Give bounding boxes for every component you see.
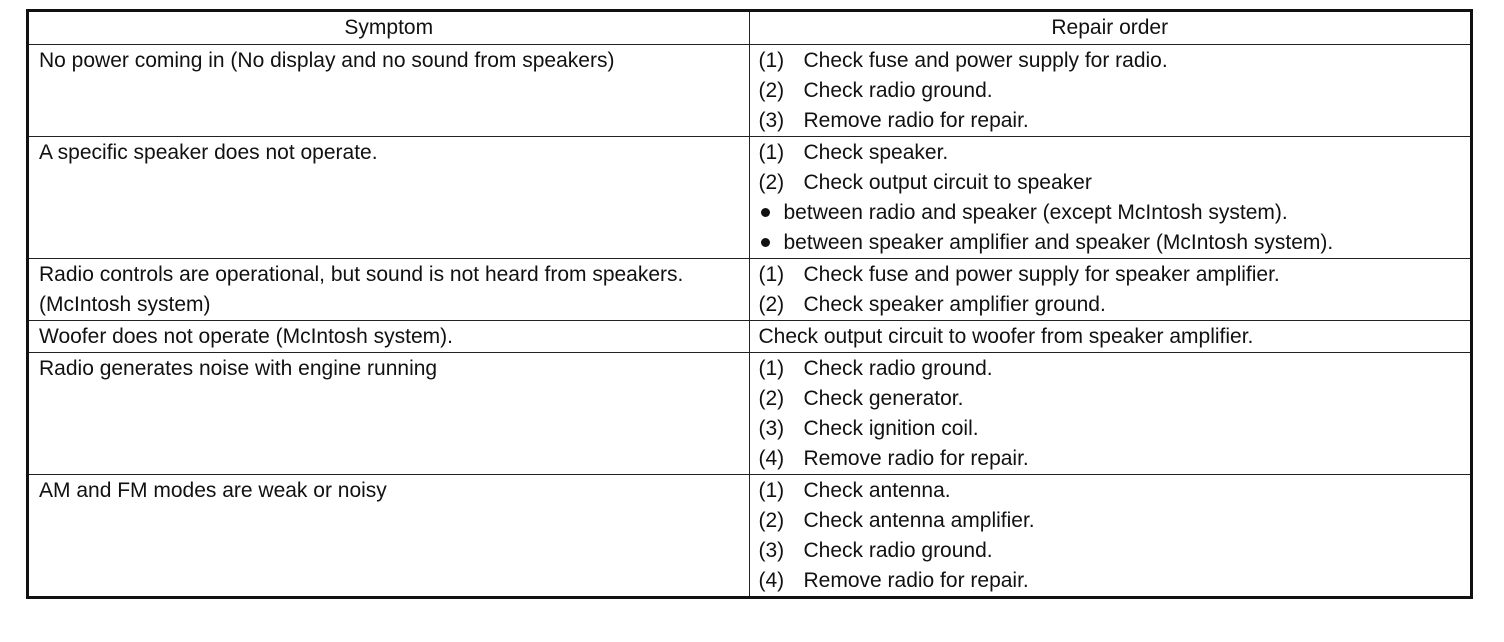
table-row [29, 321, 1470, 353]
table-row [29, 353, 1470, 475]
repair-step [759, 138, 1465, 168]
repair-step [759, 106, 1465, 136]
bullet-text: between radio and speaker (except McIntosh system). [783, 201, 1288, 224]
symptom-cell: Radio generates noise with engine running [29, 353, 749, 475]
step-number: (4) [758, 569, 785, 592]
step-number: (2) [758, 293, 785, 316]
symptom-column-header: Symptom [29, 12, 749, 45]
table-row [29, 475, 1470, 597]
header-row [29, 12, 1470, 45]
step-text: Check radio ground. [803, 79, 993, 102]
repair-bullet [759, 198, 1465, 228]
step-number: (3) [758, 417, 785, 440]
step-number: (1) [758, 479, 785, 502]
repair-order-cell [749, 321, 1470, 353]
symptom-cell: Woofer does not operate (McIntosh system). [29, 321, 749, 353]
step-text: Check antenna. [803, 479, 951, 502]
step-text: Check output circuit to speaker [803, 171, 1092, 194]
repair-step [759, 566, 1465, 596]
table-row [29, 259, 1470, 321]
step-text: Remove radio for repair. [803, 109, 1029, 132]
bullet-dot-icon [761, 208, 770, 217]
bullet-dot-icon [761, 238, 770, 247]
symptom-cell: Radio controls are operational, but sound is not heard from speakers. (McIntosh system) [29, 259, 749, 321]
repair-step [759, 290, 1465, 320]
repair-order-column-header: Repair order [749, 12, 1470, 45]
symptom-cell: AM and FM modes are weak or noisy [29, 475, 749, 597]
repair-order-cell [749, 45, 1470, 137]
repair-order-cell [749, 137, 1470, 259]
step-number: (1) [758, 357, 785, 380]
repair-step [759, 536, 1465, 566]
bullet-text: between speaker amplifier and speaker (McIntosh system). [783, 231, 1334, 254]
step-text: Check ignition coil. [803, 417, 979, 440]
repair-order-cell [749, 475, 1470, 597]
step-number: (1) [758, 49, 785, 72]
step-text: Check speaker. [803, 141, 949, 164]
troubleshooting-table-frame [26, 9, 1473, 599]
table-row [29, 137, 1470, 259]
troubleshooting-table [29, 12, 1470, 596]
step-text: Check radio ground. [803, 539, 993, 562]
step-text: Remove radio for repair. [803, 569, 1029, 592]
table-row [29, 45, 1470, 137]
step-number: (2) [758, 387, 785, 410]
repair-order-cell [749, 353, 1470, 475]
step-number: (2) [758, 79, 785, 102]
step-text: Check generator. [803, 387, 964, 410]
repair-bullet [759, 228, 1465, 258]
repair-step [759, 260, 1465, 290]
step-text: Check speaker amplifier ground. [803, 293, 1106, 316]
repair-step [759, 506, 1465, 536]
repair-step [759, 168, 1465, 198]
step-number: (3) [758, 109, 785, 132]
step-number: (4) [758, 447, 785, 470]
repair-instruction: Check output circuit to woofer from speaker amplifier. [758, 325, 1254, 348]
repair-step [759, 76, 1465, 106]
step-number: (2) [758, 509, 785, 532]
step-number: (1) [758, 263, 785, 286]
step-number: (2) [758, 171, 785, 194]
repair-order-cell [749, 259, 1470, 321]
step-number: (1) [758, 141, 785, 164]
repair-step [759, 46, 1465, 76]
repair-step [759, 384, 1465, 414]
step-number: (3) [758, 539, 785, 562]
step-text: Check antenna amplifier. [803, 509, 1035, 532]
repair-step [759, 414, 1465, 444]
repair-step [759, 444, 1465, 474]
symptom-cell: A specific speaker does not operate. [29, 137, 749, 259]
symptom-cell: No power coming in (No display and no sound from speakers) [29, 45, 749, 137]
repair-step [759, 354, 1465, 384]
repair-step [759, 476, 1465, 506]
step-text: Remove radio for repair. [803, 447, 1029, 470]
step-text: Check radio ground. [803, 357, 993, 380]
step-text: Check fuse and power supply for speaker amplifier. [803, 263, 1280, 286]
step-text: Check fuse and power supply for radio. [803, 49, 1168, 72]
